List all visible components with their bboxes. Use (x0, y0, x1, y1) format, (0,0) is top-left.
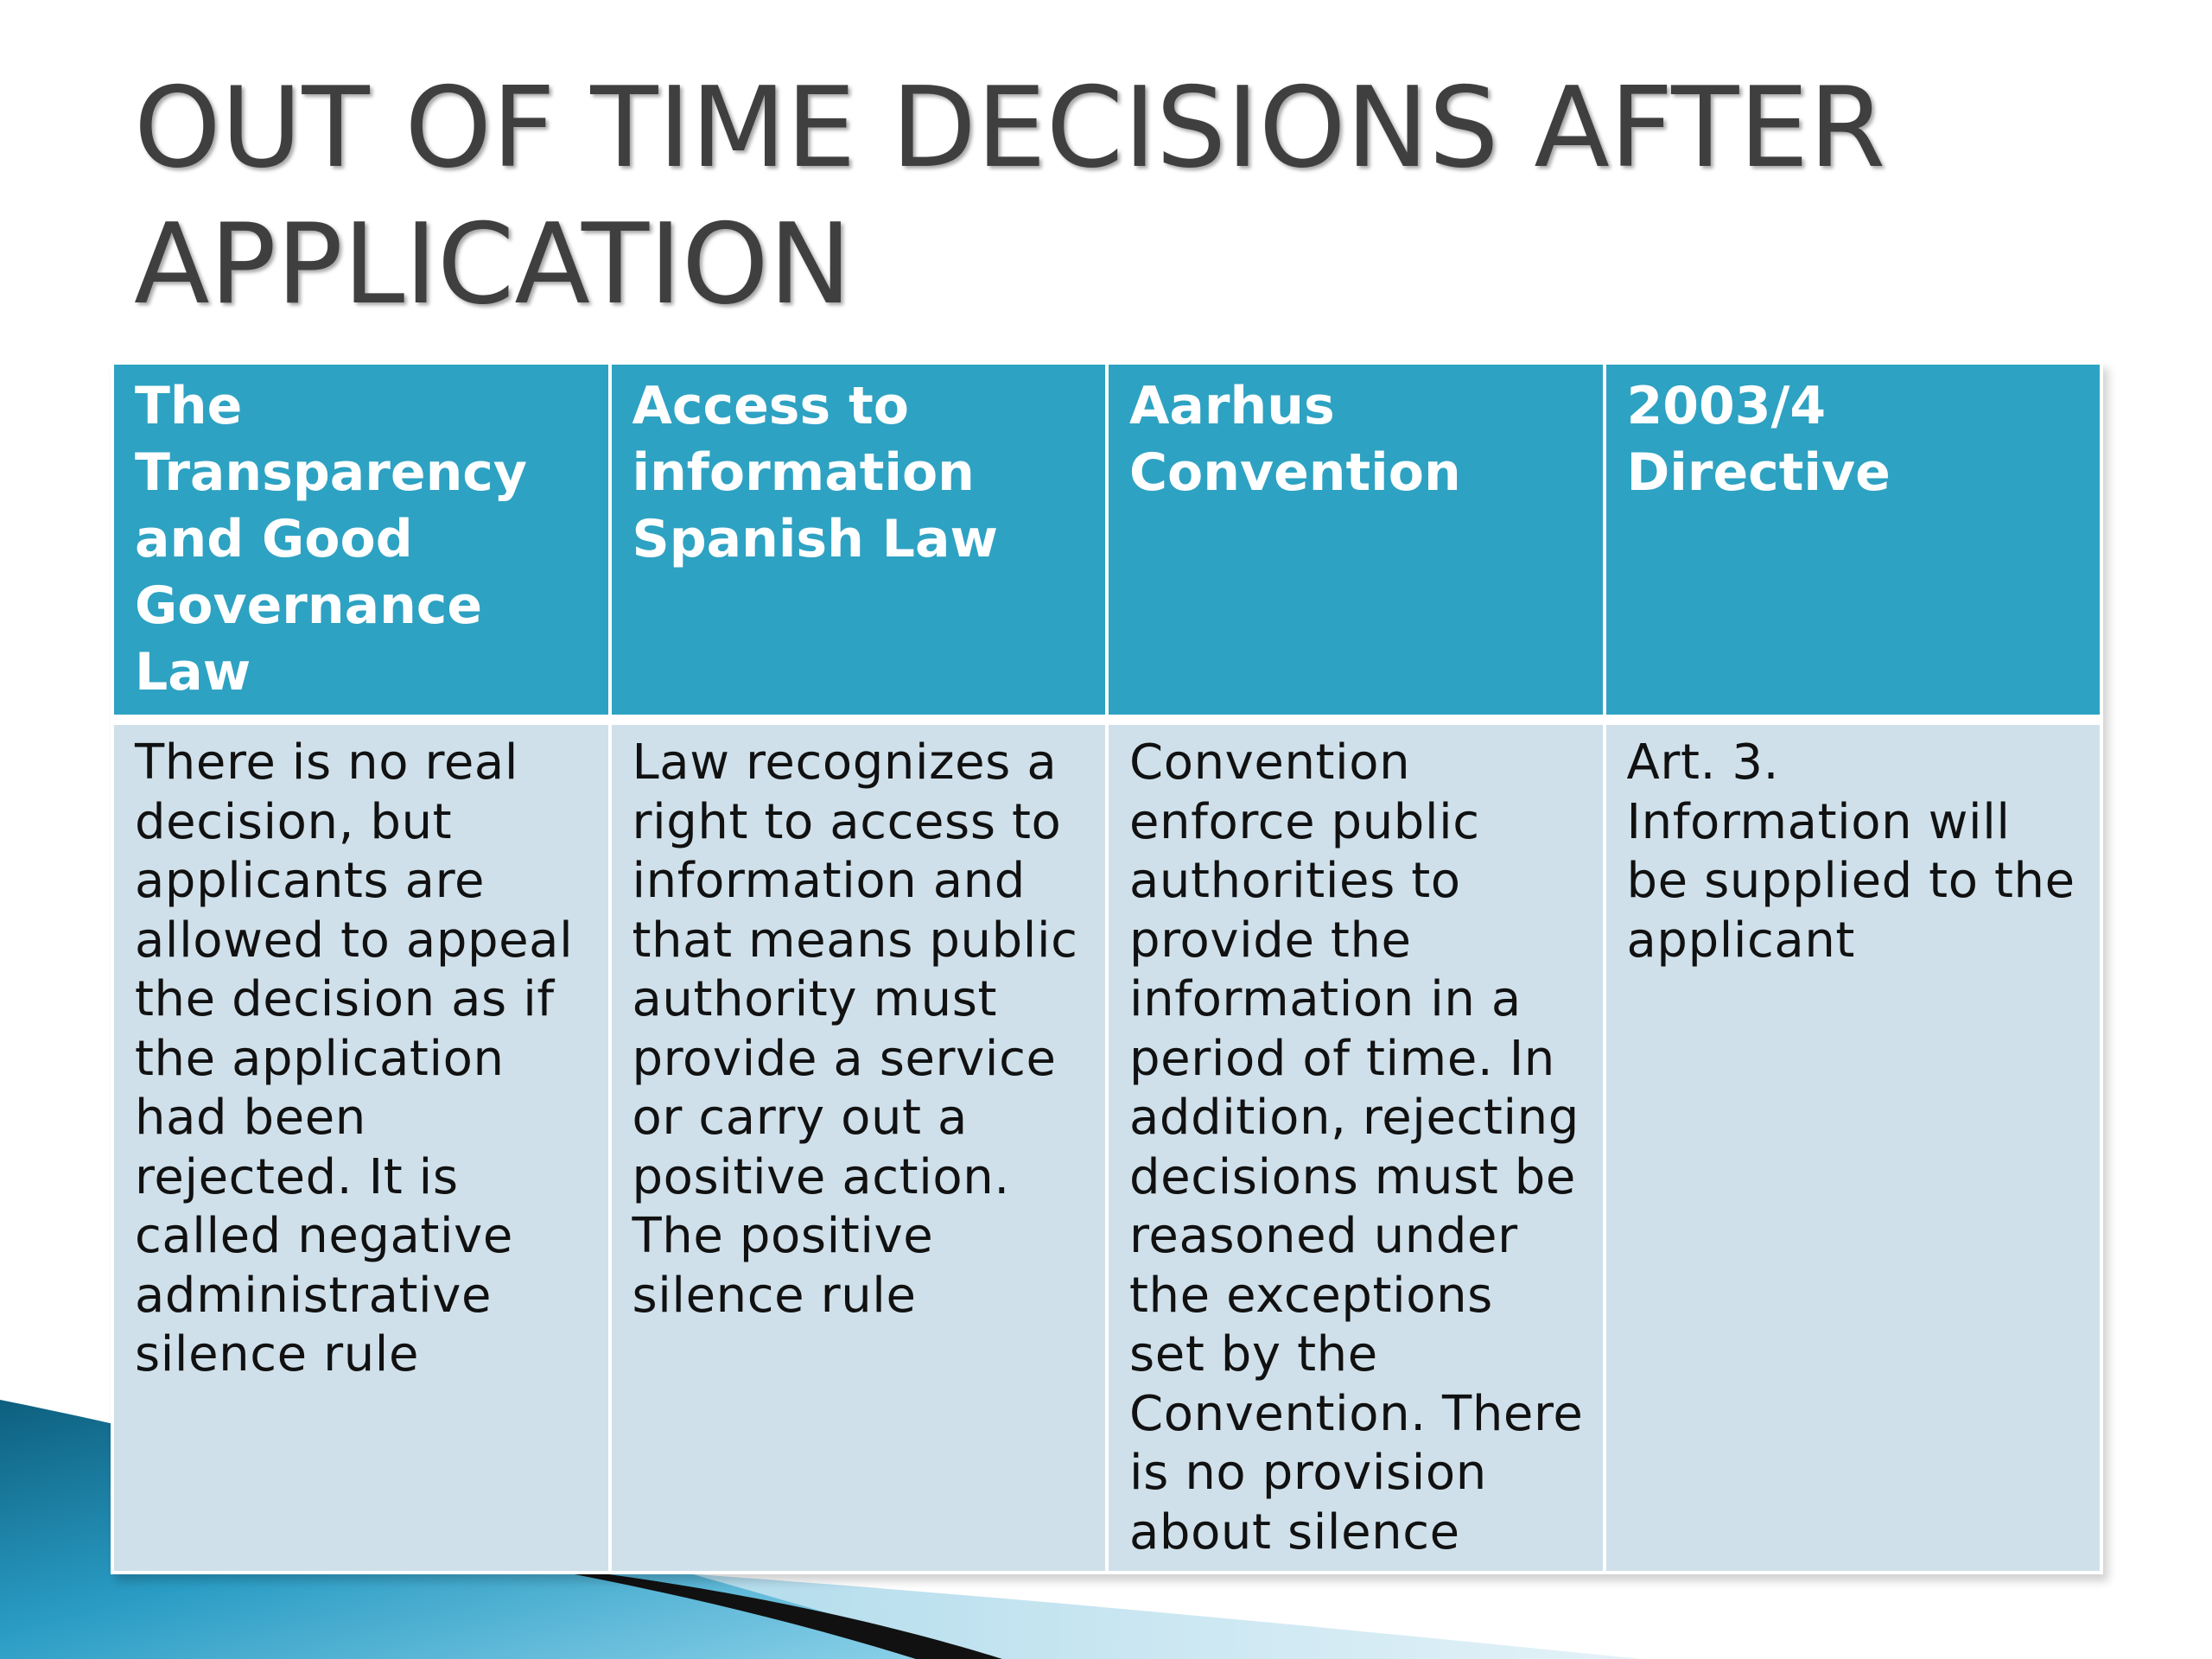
header-cell-transparency-law (112, 363, 610, 720)
table-row (112, 720, 2101, 1573)
table-cell (1107, 720, 1605, 1573)
table-cell (610, 720, 1108, 1573)
header-label: The Transparency and Good Governance Law (135, 376, 527, 702)
cell-text: There is no real decision, but applicants are allowed to appeal the decision as if the application had been rejected. It is called negative administrative silence rule (135, 734, 574, 1382)
cell-text: Convention enforce public authorities to provide the information in a period of time. In addition, rejecting decisions must be reasoned under the exceptions set by the Convention. There is no provision about silence (1129, 734, 1584, 1560)
pale-swoosh (518, 1562, 1642, 1659)
table-cell (1605, 720, 2102, 1573)
header-row (112, 363, 2101, 720)
header-label: Aarhus Convention (1129, 376, 1461, 503)
comparison-table (111, 361, 2103, 1574)
header-cell-aarhus-convention (1107, 363, 1605, 720)
table-cell (112, 720, 610, 1573)
header-label: Access to information Spanish Law (632, 376, 998, 569)
header-label: 2003/4 Directive (1626, 376, 1891, 503)
header-cell-directive (1605, 363, 2102, 720)
cell-text: Art. 3. Information will be supplied to the applicant (1626, 734, 2075, 969)
slide-title: OUT OF TIME DECISIONS AFTER APPLICATION (134, 64, 1886, 329)
dark-swoosh (510, 1562, 1002, 1659)
header-cell-spanish-law (610, 363, 1108, 720)
cell-text: Law recognizes a right to access to information and that means public authority must provide a service or carry out a positive action. The positive silence rule (632, 734, 1078, 1324)
